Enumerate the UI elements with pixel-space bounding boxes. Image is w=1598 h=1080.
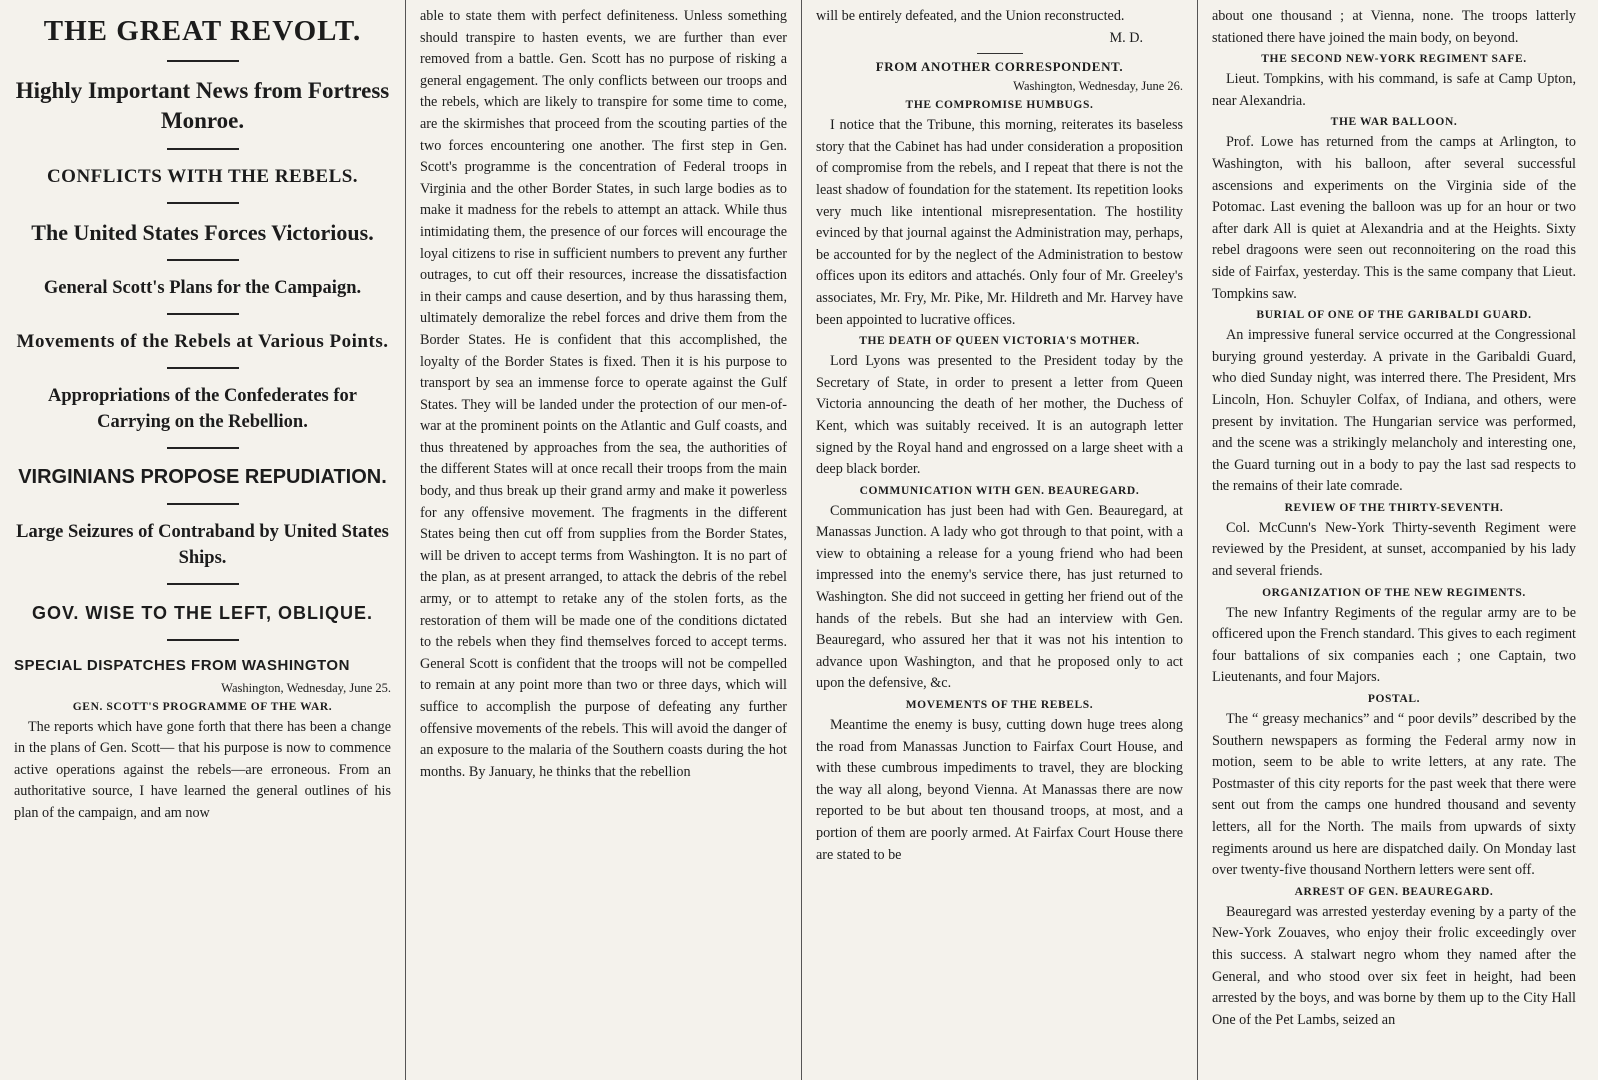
subheading: COMMUNICATION WITH GEN. BEAUREGARD. (859, 484, 1140, 497)
signature-initials: M. D. (1109, 29, 1143, 46)
subheading: MOVEMENTS OF THE REBELS. (905, 699, 1094, 712)
column-2 (406, 0, 802, 1080)
article-paragraph: Communication has just been had with Gen. Beauregard, at Manassas Junction. A lady who got through to that point, with a view to obtaining a release for a young friend who had been impressed into the enemy's service there, has just returned to Washington. She did not succeed in getting her friend out of the hands of the rebels. But she had an interview with Gen. Beauregard, who assured her that it was not his intention to advance upon Washington, and that he proposed only to act upon the defensive, &c. (816, 502, 1183, 692)
divider (167, 503, 239, 505)
divider (977, 53, 1023, 54)
article-paragraph: The new Infantry Regiments of the regular army are to be officered upon the French standard. This gives to each regiment four battalions of six companies each ; one Captain, two Lieutenants, and four Majors. (1212, 604, 1576, 686)
article-paragraph: Col. McCunn's New-York Thirty-seventh Regiment were reviewed by the President, at sunset, accompanied by his lady and several friends. (1212, 519, 1576, 580)
subheading: THE SECOND NEW-YORK REGIMENT SAFE. (1261, 53, 1527, 66)
article-paragraph: Lieut. Tompkins, with his command, is safe at Camp Upton, near Alexandria. (1212, 71, 1576, 109)
subheading: POSTAL. (1367, 693, 1421, 706)
divider (167, 202, 239, 204)
subheading: REVIEW OF THE THIRTY-SEVENTH. (1284, 501, 1504, 514)
column-1 (4, 0, 406, 1080)
column-4 (1198, 0, 1590, 1080)
subheading: THE COMPROMISE HUMBUGS. (905, 99, 1094, 112)
section-heading: FROM ANOTHER CORRESPONDENT. (875, 59, 1124, 75)
divider (167, 639, 239, 641)
subheading: THE WAR BALLOON. (1330, 116, 1458, 129)
article-paragraph: Beauregard was arrested yesterday evening by a party of the New-York Zouaves, who enjoy their frolic exceedingly over this success. A stalwart negro whom they named after the General, and who stood over six feet in height, had been arrested by the boys, and was borne by them up to the City Hall One of the Pet Lambs, seized an (1212, 903, 1576, 1028)
column-3 (802, 0, 1198, 1080)
headline-5: Movements of the Rebels at Various Points. (16, 331, 389, 352)
divider (167, 447, 239, 449)
subheading: GEN. SCOTT'S PROGRAMME OF THE WAR. (72, 700, 333, 713)
subheading: THE DEATH OF QUEEN VICTORIA'S MOTHER. (859, 335, 1140, 348)
divider (167, 313, 239, 315)
article-paragraph: I notice that the Tribune, this morning, reiterates its baseless story that the Cabinet has had under consideration a proposition of compromise from the rebels, and I repeat that there is not the least shadow of foundation for the statement. Its repetition looks very much like intentional misrepresentation. The hostility evinced by that journal against the Administration may, perhaps, be accounted for by the neglect of the Administration to bestow offices upon its editors and attachés. Only four of Mr. Greeley's associates, Mr. Fry, Mr. Pike, Mr. Hildreth and Mr. Harvey have been appointed to lucrative offices. (816, 117, 1183, 328)
subheading: BURIAL OF ONE OF THE GARIBALDI GUARD. (1256, 309, 1532, 322)
article-paragraph: Meantime the enemy is busy, cutting down huge trees along the road from Manassas Junction to Fairfax Court House, and with these cumbrous impediments to travel, they are blocking the way all along, beyond Vienna. At Manassas there are now reported to be but about ten thousand troops, at most, and a portion of them are poorly armed. At Fairfax Court House there are stated to be (816, 717, 1183, 863)
divider (167, 583, 239, 585)
divider (167, 259, 239, 261)
masthead: THE GREAT REVOLT. (43, 15, 362, 47)
divider (167, 367, 239, 369)
divider (167, 60, 239, 62)
article-paragraph: The “ greasy mechanics” and “ poor devils” described by the Southern newspapers as forming the Federal army now in motion, seem to be able to write letters, at any rate. The Postmaster of this city reports for the past week that there were sent out from the camps one hundred thousand and seventy letters, all for the North. The mails from upwards of sixty regiments around us here are dispatched daily. On Monday last over twenty-five thousand Northern letters were sent off. (1212, 711, 1576, 879)
article-paragraph: Lord Lyons was presented to the President today by the Secretary of State, in order to present a letter from Queen Victoria announcing the death of her mother, the Duchess of Kent, which was suitably received. It is an autograph letter signed by the Royal hand and engrossed on a large sheet with a deep black border. (816, 353, 1183, 478)
subheading: ARREST OF GEN. BEAUREGARD. (1294, 885, 1494, 898)
headline-1: Highly Important News from Fortress Monroe. (15, 78, 390, 133)
article-paragraph: Prof. Lowe has returned from the camps at Arlington, to Washington, with his balloon, after several successful ascensions and experiments on the Virginia side of the Potomac. Last evening the balloon was up for an hour or two after dark All is quiet at Alexandria and at the Heights. Sixty rebel dragoons were seen out reconnoitering on the road this side of Fairfax, yesterday. This is the same company that Lieut. Tompkins saw. (1212, 134, 1576, 302)
divider (167, 148, 239, 150)
dateline: Washington, Wednesday, June 26. (1013, 79, 1183, 94)
article-paragraph: about one thousand ; at Vienna, none. The troops latterly stationed there have joined the main body, on beyond. (1212, 8, 1576, 46)
headline-8: Large Seizures of Contraband by United States Ships. (16, 522, 389, 568)
subheading: ORGANIZATION OF THE NEW REGIMENTS. (1262, 586, 1526, 599)
section-heading: SPECIAL DISPATCHES FROM WASHINGTON (14, 657, 350, 674)
headline-4: General Scott's Plans for the Campaign. (43, 278, 362, 298)
article-paragraph: will be entirely defeated, and the Union reconstructed. (816, 8, 1125, 24)
headline-3: The United States Forces Victorious. (31, 220, 374, 245)
article-paragraph: able to state them with perfect definiteness. Unless something should transpire to hasten events, we are further than ever removed from a battle. Gen. Scott has no purpose of risking a general engagement. The only conflicts between our troops and the rebels, which are likely to transpire for some time to come, are the skirmishes that proceed from the scouting parties of the two forces encountering one another. The first step in Gen. Scott's programme is the concentration of Federal troops in Virginia and the other Border States, in such large bodies as to make it madness for the rebels to attempt an attack. While thus intimidating them, the presence of our forces will encourage the loyal citizens to rise in sufficient numbers to prevent any further outrages, to cut off their resources, increase the dissatisfaction in their camps and cause desertion, and by thus harassing them, ultimately demoralize the rebel forces and drive them from the Border States. He is confident that this accomplished, the loyalty of the Border States is fixed. Then it is his purpose to transport by sea an immense force to operate against the Gulf States. They will be landed under the protection of our men-of-war at the prominent points on the Atlantic and Gulf coasts, and thus threatened by approaches from the sea, the authorities of the different States will at once recall their troops from the main body, and thus break up their grand army and make it powerless for any offensive movement. The fragments in the different States being then cut off from supplies from the Border States, will be driven to accept terms from Washington. It is no part of the plan, as at present arranged, to attack the debris of the rebel army, or to attempt to retake any of the stolen forts, as the restoration of them will be made one of the conditions dictated to the rebels when they find themselves forced to accept terms. General Scott is confident that the troops will not be compelled to remain at any point more than two or three days, which will suffice to accomplish the purpose of defeating any further offensive movements of the rebels. This will avoid the danger of an exposure to the malaria of the Southern coasts during the hot months. By January, he thinks that the rebellion (420, 8, 787, 780)
article-paragraph: The reports which have gone forth that there has been a change in the plans of Gen. Scott— that his purpose is now to commence active operations against the rebels—are erroneous. From an authoritative source, I have learned the general outlines of his plan of the campaign, and am now (14, 718, 391, 821)
dateline: Washington, Wednesday, June 25. (221, 680, 391, 695)
article-paragraph: An impressive funeral service occurred at the Congressional burying ground yesterday. A private in the Garibaldi Guard, who died Sunday night, was interred there. The President, Mrs Lincoln, Hon. Schuyler Colfax, of Indiana, and others, were present by invitation. The Hungarian service was performed, and the scene was a strikingly melancholy and interesting one, the Guard turning out in a body to pay the last sad respects to the remains of their late comrade. (1212, 327, 1576, 495)
headline-9: GOV. WISE TO THE LEFT, OBLIQUE. (31, 603, 374, 623)
headline-2: CONFLICTS WITH THE REBELS. (46, 166, 359, 187)
headline-7: VIRGINIANS PROPOSE REPUDIATION. (18, 466, 387, 488)
headline-6: Appropriations of the Confederates for Carrying on the Rebellion. (48, 386, 357, 432)
